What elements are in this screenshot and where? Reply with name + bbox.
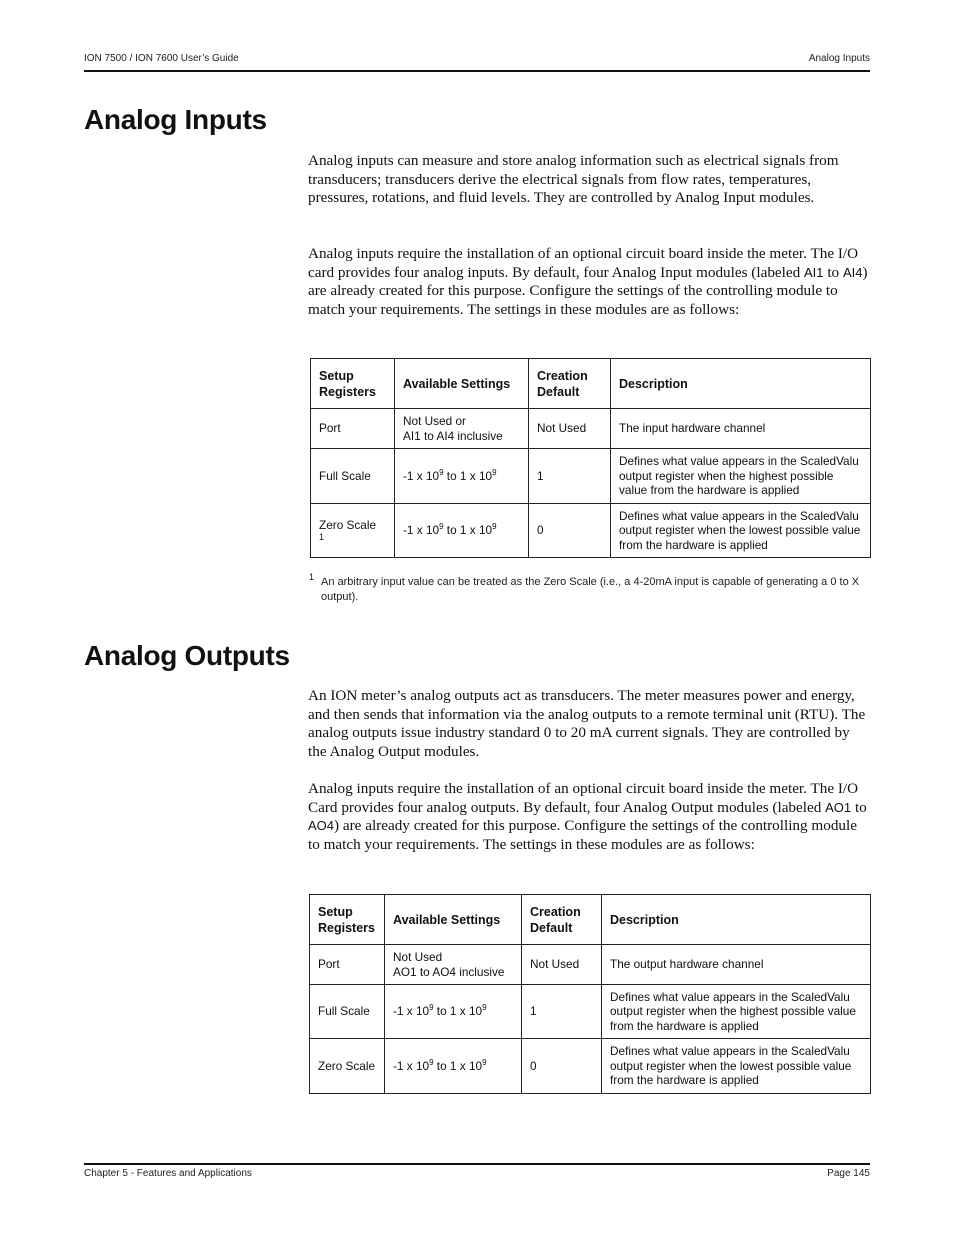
table-row: Zero Scale -1 x $10^9$ to 1 x $10^9$ 0 Defines what value appears in the ScaledValu output register when the lowest possible value from the hardware is applied <box>310 1039 871 1094</box>
footer-rule <box>84 1163 870 1165</box>
module-label-ai1: AI1 <box>804 264 824 280</box>
table-row: Full Scale -1 x $10^9$ to 1 x $10^9$ 1 Defines what value appears in the ScaledValu output register when the highest possible value from the hardware is applied <box>311 449 871 504</box>
footnote-marker: 1 <box>309 572 315 582</box>
table-row: Zero Scale 1 -1 x $10^9$ to 1 x $10^9$ 0 Defines what value appears in the ScaledValu output register when the lowest possible value from the hardware is applied <box>311 504 871 558</box>
column-header-creation-default: Creation Default <box>522 895 602 945</box>
analog-outputs-settings-table <box>309 894 871 1094</box>
header-rule <box>84 70 870 72</box>
module-label-ai4: AI4 <box>842 264 863 280</box>
inputs-paragraph-2: Analog inputs require the installation of an optional circuit board inside the meter. The I/O card provides four analog inputs. By default, four Analog Input modules (labeled AI1 to AI4) are already created for this purpose. Configure the settings of the controlling module to match your requirements. The settings in these modules are as follows: <box>308 245 868 318</box>
page-number: Page 145 <box>827 1168 870 1179</box>
running-footer-chapter: Chapter 5 - Features and Applications <box>84 1168 252 1179</box>
running-header-title: ION 7500 / ION 7600 User’s Guide <box>84 53 239 64</box>
column-header-available-settings: Available Settings <box>385 895 522 945</box>
outputs-paragraph-1: An ION meter’s analog outputs act as transducers. The meter measures power and energy, and then sends that information via the analog outputs to a remote terminal unit (RTU). The analog outputs issue industry standard 0 to 20 mA current signals. They are controlled by the Analog Output modules. <box>308 687 866 760</box>
module-label-ao1: AO1 <box>825 799 852 815</box>
column-header-setup-registers: Setup Registers <box>311 359 395 409</box>
footnote-text: An arbitrary input value can be treated as the Zero Scale (i.e., a 4-20mA input is capable of generating a 0 to X output). <box>321 576 860 603</box>
table-header-row <box>310 895 871 945</box>
section-title-analog-inputs: Analog Inputs <box>84 104 267 135</box>
table-row: Port Not Used AO1 to AO4 inclusive Not Used The output hardware channel <box>310 945 871 985</box>
analog-inputs-settings-table <box>310 358 871 558</box>
outputs-paragraph-2: Analog inputs require the installation of an optional circuit board inside the meter. The I/O Card provides four analog outputs. By default, four Analog Output modules (labeled AO1 to AO4) are already created for this purpose. Configure the settings of the controlling module to match your requirements. The settings in these modules are as follows: <box>308 780 867 853</box>
inputs-paragraph-1: Analog inputs can measure and store analog information such as electrical signals from transducers; transducers derive the electrical signals from flow rates, temperatures, pressures, rotations, and fluid levels. They are controlled by Analog Input modules. <box>308 152 839 207</box>
table-row: Full Scale -1 x $10^9$ to 1 x $10^9$ 1 Defines what value appears in the ScaledValu output register when the highest possible value from the hardware is applied <box>310 985 871 1039</box>
column-header-available-settings: Available Settings <box>395 359 529 409</box>
column-header-description: Description <box>611 359 871 409</box>
column-header-setup-registers: Setup Registers <box>310 895 385 945</box>
table-header-row <box>311 359 871 409</box>
footnote-reference: 1 <box>319 532 325 543</box>
running-header-section: Analog Inputs <box>808 53 870 64</box>
section-title-analog-outputs: Analog Outputs <box>84 640 290 671</box>
module-label-ao4: AO4 <box>308 818 335 834</box>
column-header-creation-default: Creation Default <box>529 359 611 409</box>
table-row: Port Not Used or AI1 to AI4 inclusive Not Used The input hardware channel <box>311 409 871 449</box>
column-header-description: Description <box>602 895 871 945</box>
